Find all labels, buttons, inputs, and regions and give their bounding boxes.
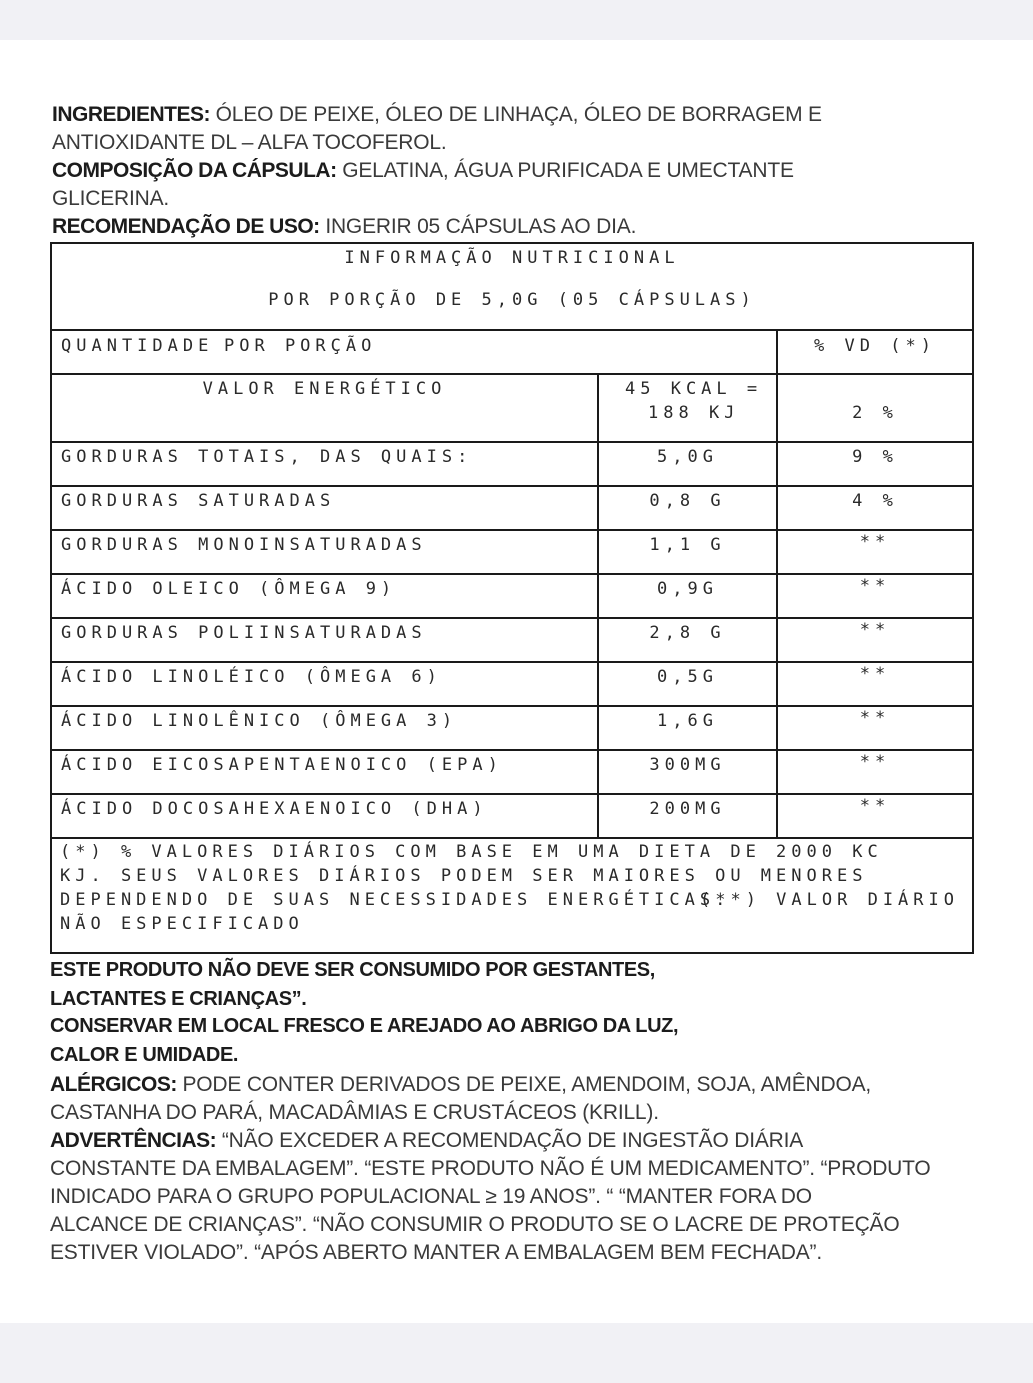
ingredients-text-line-1: ÓLEO DE PEIXE, ÓLEO DE LINHAÇA, ÓLEO DE BORRAGEM E (215, 103, 822, 126)
footnote-line-1: (*) % VALORES DIÁRIOS COM BASE EM UMA DIETA DE 2000 KC (60, 842, 883, 862)
nutrient-vd: ** (859, 620, 891, 640)
nutrient-name: GORDURAS POLIINSATURADAS (61, 623, 427, 643)
nutrient-amount: 200MG (649, 799, 726, 819)
header-quantity: QUANTIDADE (61, 336, 214, 356)
nutrient-amount: 0,8 G (649, 491, 726, 511)
nutrient-amount: 5,0G (657, 447, 718, 467)
footnote-overlap: (**) VALOR DIÁRIO (700, 890, 959, 910)
nutrient-vd: 9 % (852, 447, 898, 467)
capsule-block (52, 157, 982, 213)
ingredients-block (52, 101, 982, 157)
nutrient-amount: 0,5G (657, 667, 718, 687)
advisories-text-line-3: INDICADO PARA O GRUPO POPULACIONAL ≥ 19 ANOS”. “ “MANTER FORA DO (50, 1185, 812, 1208)
nutrient-vd: ** (859, 664, 891, 684)
energy-label: VALOR ENERGÉTICO (202, 379, 447, 399)
nutrient-vd: 4 % (852, 491, 898, 511)
usage-block (52, 213, 982, 241)
footnote-line-4: NÃO ESPECIFICADO (60, 914, 304, 934)
ingredients-label: INGREDIENTES: (52, 103, 211, 126)
capsule-text-line-2: GLICERINA. (52, 187, 170, 210)
nutrient-name: ÁCIDO LINOLÉICO (ÔMEGA 6) (61, 667, 442, 687)
nutrient-vd: ** (859, 752, 891, 772)
table-subtitle: POR PORÇÃO DE 5,0G (05 CÁPSULAS) (268, 290, 756, 310)
nutrient-vd: ** (859, 532, 891, 552)
allergens-text-line-2: CASTANHA DO PARÁ, MACADÂMIAS E CRUSTÁCEOS (KRILL). (50, 1101, 659, 1124)
nutrient-name: GORDURAS TOTAIS, DAS QUAIS: (61, 447, 473, 467)
advisories-text-line-4: ALCANCE DE CRIANÇAS”. “NÃO CONSUMIR O PRODUTO SE O LACRE DE PROTEÇÃO (50, 1213, 900, 1236)
nutrient-vd: ** (859, 576, 891, 596)
warning-line-4: CALOR E UMIDADE. (50, 1044, 239, 1066)
label-sheet (0, 40, 1033, 1323)
energy-vd: 2 % (852, 403, 898, 423)
usage-text: INGERIR 05 CÁPSULAS AO DIA. (325, 215, 637, 238)
footnote-line-3: DEPENDENDO DE SUAS NECESSIDADES ENERGÉTICAS. (60, 890, 731, 910)
table-title: INFORMAÇÃO NUTRICIONAL (344, 248, 680, 268)
nutrient-amount: 1,1 G (649, 535, 726, 555)
advisories-block (50, 1127, 1010, 1267)
advisories-text-line-5: ESTIVER VIOLADO”. “APÓS ABERTO MANTER A EMBALAGEM BEM FECHADA”. (50, 1241, 822, 1264)
nutrient-amount: 300MG (649, 755, 726, 775)
header-vd: % VD (*) (814, 336, 936, 356)
nutrient-name: GORDURAS SATURADAS (61, 491, 336, 511)
energy-amount-kj: 188 KJ (648, 403, 740, 423)
ingredients-text-line-2: ANTIOXIDANTE DL – ALFA TOCOFEROL. (52, 131, 447, 154)
nutrient-name: ÁCIDO DOCOSAHEXAENOICO (DHA) (61, 799, 488, 819)
nutrient-amount: 0,9G (657, 579, 718, 599)
nutrient-name: ÁCIDO OLEICO (ÔMEGA 9) (61, 579, 397, 599)
allergens-text-line-1: PODE CONTER DERIVADOS DE PEIXE, AMENDOIM, SOJA, AMÊNDOA, (182, 1073, 872, 1096)
nutrient-vd: ** (859, 708, 891, 728)
warning-line-2: LACTANTES E CRIANÇAS”. (50, 988, 307, 1010)
warning-line-1: ESTE PRODUTO NÃO DEVE SER CONSUMIDO POR GESTANTES, (50, 959, 655, 981)
usage-label: RECOMENDAÇÃO DE USO: (52, 215, 320, 238)
energy-amount-kcal: 45 KCAL = (625, 379, 763, 399)
nutrient-amount: 1,6G (657, 711, 718, 731)
capsule-label: COMPOSIÇÃO DA CÁPSULA: (52, 159, 337, 182)
warning-line-3: CONSERVAR EM LOCAL FRESCO E AREJADO AO ABRIGO DA LUZ, (50, 1015, 679, 1037)
nutrient-name: ÁCIDO LINOLÊNICO (ÔMEGA 3) (61, 711, 458, 731)
footnote-line-2: KJ. SEUS VALORES DIÁRIOS PODEM SER MAIORES OU MENORES (60, 866, 868, 886)
advisories-label: ADVERTÊNCIAS: (50, 1129, 217, 1152)
allergens-block (50, 1071, 980, 1127)
nutrition-table (50, 242, 974, 954)
allergens-label: ALÉRGICOS: (50, 1073, 177, 1096)
advisories-text-line-2: CONSTANTE DA EMBALAGEM”. “ESTE PRODUTO NÃO É UM MEDICAMENTO”. “PRODUTO (50, 1157, 931, 1180)
header-per-portion: POR PORÇÃO (224, 336, 377, 356)
nutrient-amount: 2,8 G (649, 623, 726, 643)
table-footnote (60, 840, 974, 936)
nutrient-name: GORDURAS MONOINSATURADAS (61, 535, 427, 555)
nutrient-vd: ** (859, 796, 891, 816)
nutrient-name: ÁCIDO EICOSAPENTAENOICO (EPA) (61, 755, 503, 775)
capsule-text-line-1: GELATINA, ÁGUA PURIFICADA E UMECTANTE (342, 159, 794, 182)
advisories-text-line-1: “NÃO EXCEDER A RECOMENDAÇÃO DE INGESTÃO DIÁRIA (221, 1129, 804, 1152)
